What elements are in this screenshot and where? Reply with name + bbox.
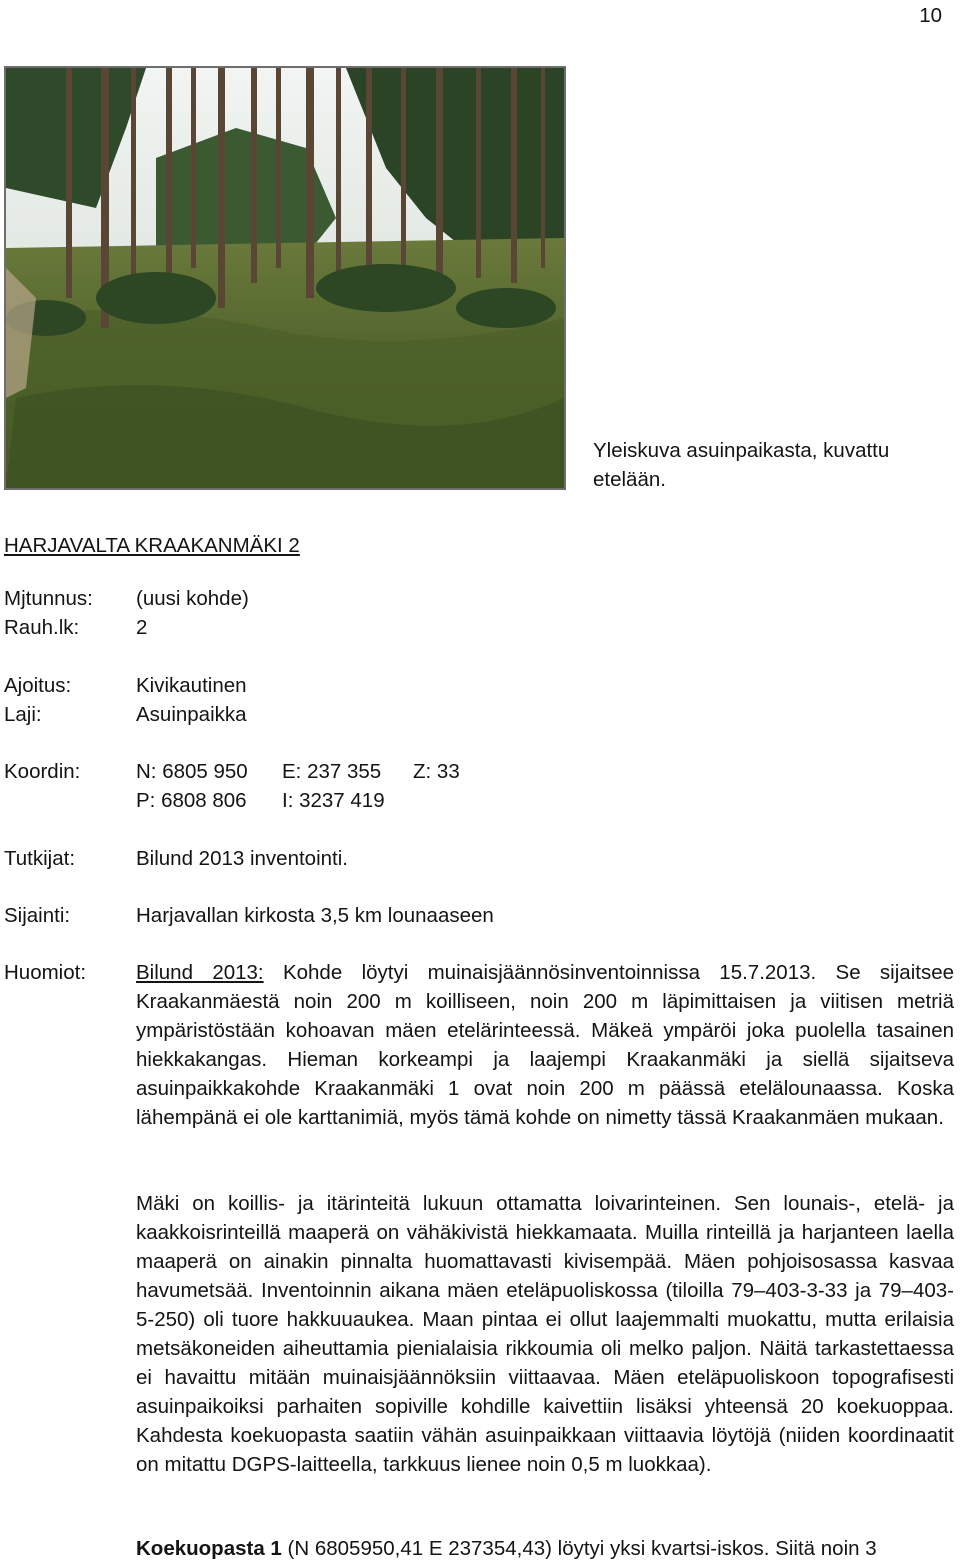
field-label: Rauh.lk: [4,616,80,639]
field-koordin-2 [4,786,385,815]
site-photo [4,66,566,490]
field-value: (uusi kohde) [136,587,249,610]
notes-bold-lead: Koekuopasta 1 [136,1537,282,1560]
field-value: Kivikautinen [136,674,247,697]
field-laji [4,700,247,729]
field-ajoitus [4,671,247,700]
field-value: 2 [136,616,148,639]
field-mjtunnus [4,584,249,613]
forest-photo-image [6,68,564,488]
coord-n: N: 6805 950 [136,760,248,783]
notes-text: (N 6805950,41 E 237354,43) löytyi yksi kvartsi-iskos. Siitä noin 3 [281,1537,877,1560]
field-huomiot [4,958,136,987]
field-value: Asuinpaikka [136,703,247,726]
notes-paragraph-1 [136,958,954,1132]
field-sijainti [4,901,494,930]
coord-e: E: 237 355 [282,760,382,783]
field-value: Bilund 2013 inventointi. [136,847,348,870]
coord-z: Z: 33 [413,760,460,783]
field-tutkijat [4,844,348,873]
field-label: Ajoitus: [4,674,72,697]
coord-i: I: 3237 419 [282,789,385,812]
notes-text: Kohde löytyi muinaisjäännösinventoinnissa 15.7.2013. Se sijaitsee Kraakanmäestä noin 200 m koilliseen, noin 200 m läpimittaisen ja viitisen metriä ympäristöstään kohoavan mäen etelärinteessä. Mäkeä ympäröi joka puolella tasainen hiekkakangas. Hieman korkeampi ja laajempi Kraakanmäki ja siellä sijaitseva asuinpaikkakohde Kraakanmäki 1 ovat noin 200 m päässä etelälounaassa. Koska lähempänä ei ole karttanimiä, myös tämä kohde on nimetty tässä Kraakanmäen mukaan. [136,961,954,1129]
page-number: 10 [919,4,942,27]
field-koordin [4,757,460,786]
field-label: Huomiot: [4,961,87,984]
field-label: Laji: [4,703,42,726]
field-rauhlk [4,613,147,642]
site-title: HARJAVALTA KRAAKANMÄKI 2 [4,534,300,557]
notes-paragraph-3 [136,1534,877,1563]
field-label: Koordin: [4,760,81,783]
notes-source: Bilund 2013: [136,961,264,984]
field-label: Mjtunnus: [4,587,93,610]
field-value: Harjavallan kirkosta 3,5 km lounaaseen [136,904,494,927]
notes-paragraph-2: Mäki on koillis- ja itärinteitä lukuun ottamatta loivarinteinen. Sen lounais-, etelä- ja kaakkoisrinteillä maaperä on vähäkivistä hiekkamaata. Muilla rinteillä ja harjanteen laella maaperä on ainakin pinnalta huomattavasti kivisempää. Mäen pohjoisosassa kasvaa havumetsää. Inventoinnin aikana mäen eteläpuoliskossa (tiloilla 79–403-3-33 ja 79–403-5-250) oli tuore hakkuuaukea. Maan pintaa ei ollut laajemmalti muokattu, mutta erilaisia metsäkoneiden aiheuttamia pienialaisia rikkoumia oli melko paljon. Näitä tarkastettaessa ei havaittu mitään muinaisjäännöksiin viittaavaa. Mäen eteläpuoliskoon topografisesti asuinpaikoiksi parhaiten sopiville kohdille kaivettiin lisäksi yhteensä 20 koekuoppaa. Kahdesta koekuopasta saatiin vähän asuinpaikkaan viittaavia löytöjä (niiden koordinaatit on mitattu DGPS-laitteella, tarkkuus lienee noin 0,5 m luokkaa). [136,1192,954,1476]
photo-caption: Yleiskuva asuinpaikasta, kuvattu etelään. [593,439,890,491]
field-label: Tutkijat: [4,847,76,870]
field-label: Sijainti: [4,904,71,927]
coord-p: P: 6808 806 [136,789,247,812]
